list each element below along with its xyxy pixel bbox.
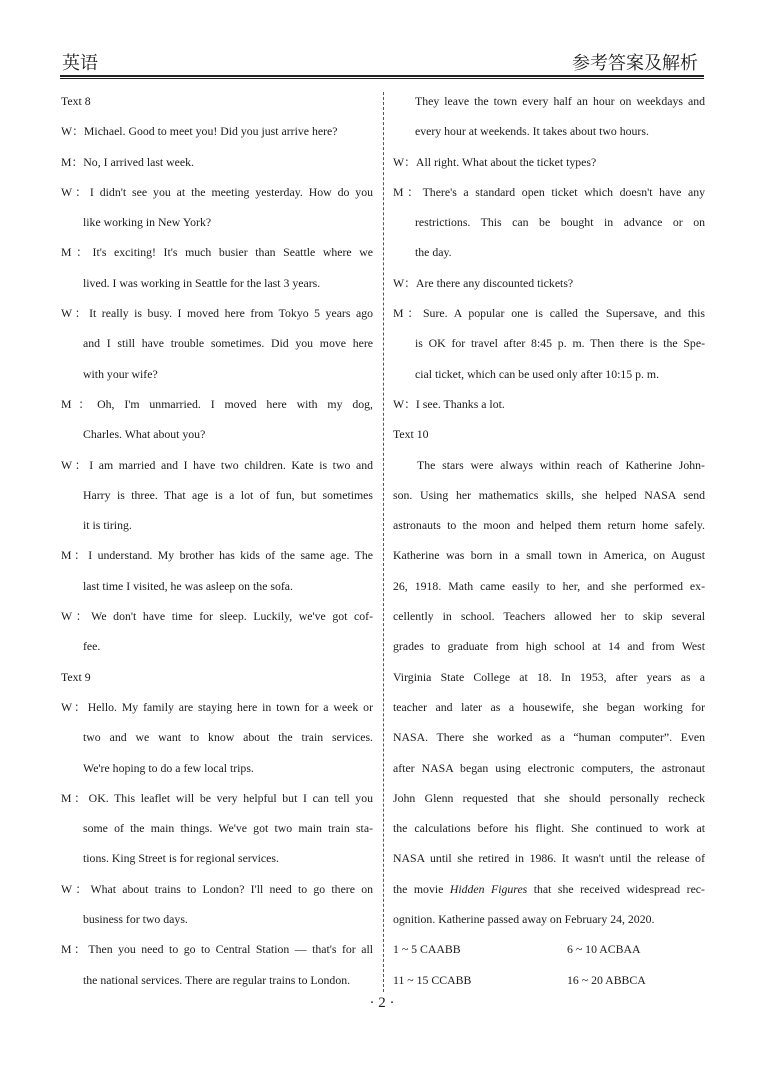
page-header bbox=[0, 0, 764, 80]
text-line: M：I understand. My brother has kids of the same age. The bbox=[61, 548, 373, 563]
page-number: · 2 · bbox=[369, 995, 395, 1011]
right-column bbox=[393, 86, 705, 995]
text-line: teacher and later as a housewife, she began working for bbox=[393, 699, 705, 714]
text-line: NASA. There she worked as a “human computer”. Even bbox=[393, 730, 705, 745]
text-line: The stars were always within reach of Katherine John- bbox=[417, 457, 705, 472]
text-line: W：Michael. Good to meet you! Did you just arrive here? bbox=[61, 124, 338, 139]
text-line: W：It really is busy. I moved here from Tokyo 5 years ago bbox=[61, 306, 373, 321]
text-line: restrictions. This can be bought in advance or on bbox=[415, 215, 705, 230]
text-line: lived. I was working in Seattle for the last 3 years. bbox=[83, 275, 321, 290]
answer-row-1 bbox=[393, 934, 705, 964]
text-line: NASA until she retired in 1986. It wasn't until the release of bbox=[393, 851, 705, 866]
text-line: the calculations before his flight. She continued to work at bbox=[393, 821, 705, 836]
text-line: We're hoping to do a few local trips. bbox=[83, 760, 254, 775]
text-line: W：I didn't see you at the meeting yesterday. How do you bbox=[61, 184, 373, 199]
text-heading: Text 9 bbox=[61, 669, 91, 684]
text-line: John Glenn requested that she should personally recheck bbox=[393, 790, 705, 805]
text-line: is OK for travel after 8:45 p. m. Then there is the Spe- bbox=[415, 336, 705, 351]
text-line: W：What about trains to London? I'll need to go there on bbox=[61, 881, 373, 896]
text-line: Virginia State College at 18. In 1953, after years as a bbox=[393, 669, 705, 684]
right-column-lines bbox=[393, 86, 705, 874]
answer-range-6-10: 6 ~ 10 ACBAA bbox=[567, 942, 641, 957]
movie-before: the movie bbox=[393, 881, 450, 896]
text-line: Charles. What about you? bbox=[83, 427, 206, 442]
text-line: son. Using her mathematics skills, she helped NASA send bbox=[393, 487, 705, 502]
text-line: W：I am married and I have two children. Kate is two and bbox=[61, 457, 373, 472]
text-line: 26, 1918. Math came easily to her, and she performed ex- bbox=[393, 578, 705, 593]
text-line: cial ticket, which can be used only after 10:15 p. m. bbox=[415, 366, 660, 381]
text-line: grades to graduate from high school at 14 and from West bbox=[393, 639, 705, 654]
text-heading: Text 8 bbox=[61, 94, 91, 108]
text-line: Katherine was born in a small town in America, on August bbox=[393, 548, 705, 563]
text-line: W：All right. What about the ticket types? bbox=[393, 154, 597, 169]
text-line: cellently in school. Teachers allowed her to skip several bbox=[393, 609, 705, 624]
text-line: M：No, I arrived last week. bbox=[61, 154, 195, 169]
text-line: the national services. There are regular trains to London. bbox=[83, 972, 351, 987]
text-line: business for two days. bbox=[83, 912, 188, 927]
movie-title: Hidden Figures bbox=[449, 881, 528, 896]
body-line-last: ognition. Katherine passed away on February 24, 2020. bbox=[393, 912, 655, 927]
text-line: two and we want to know about the train services. bbox=[83, 730, 373, 745]
text-line: it is tiring. bbox=[83, 518, 132, 533]
text-line: M：There's a standard open ticket which doesn't have any bbox=[393, 184, 705, 199]
text-line: W：I see. Thanks a lot. bbox=[393, 396, 505, 411]
text-line: some of the main things. We've got two main train sta- bbox=[83, 821, 373, 836]
header-rule-thick bbox=[60, 75, 704, 77]
text-line: the day. bbox=[415, 245, 452, 260]
text-line: W：Hello. My family are staying here in town for a week or bbox=[61, 699, 373, 714]
left-column bbox=[61, 86, 373, 995]
header-rule-thin bbox=[60, 78, 704, 79]
text-line: tions. King Street is for regional services. bbox=[83, 851, 279, 866]
text-line: W：We don't have time for sleep. Luckily, we've got cof- bbox=[61, 609, 373, 624]
text-line: M：It's exciting! It's much busier than Seattle where we bbox=[61, 245, 373, 260]
text-line: M：Then you need to go to Central Station — that's for all bbox=[61, 942, 373, 957]
text-line: M：Sure. A popular one is called the Supersave, and this bbox=[393, 306, 705, 321]
text-line: after NASA began using electronic computers, the astronaut bbox=[393, 760, 705, 775]
text-line: last time I visited, he was asleep on the sofa. bbox=[83, 578, 293, 593]
text-line: like working in New York? bbox=[83, 215, 212, 230]
column-divider bbox=[383, 92, 384, 992]
text-line: M：Oh, I'm unmarried. I moved here with my dog, bbox=[61, 396, 373, 411]
text-line: astronauts to the moon and helped them return home safely. bbox=[393, 518, 705, 533]
answer-range-1-5: 1 ~ 5 CAABB bbox=[393, 942, 461, 957]
text-heading: Text 10 bbox=[393, 427, 429, 442]
answer-range-11-15: 11 ~ 15 CCABB bbox=[393, 972, 472, 987]
text-line: every hour at weekends. It takes about two hours. bbox=[415, 124, 649, 139]
section-title: 参考答案及解析 bbox=[572, 53, 698, 74]
text-line: Harry is three. That age is a lot of fun, but sometimes bbox=[83, 487, 373, 502]
movie-after: that she received widespread rec- bbox=[527, 881, 705, 896]
text-line: and I still have trouble sometimes. Did you move here bbox=[83, 336, 373, 351]
text-line: W：Are there any discounted tickets? bbox=[393, 275, 574, 290]
text-line: fee. bbox=[83, 639, 101, 654]
body-line-movie bbox=[393, 874, 705, 904]
answer-row-2 bbox=[393, 965, 705, 995]
text-line: M：OK. This leaflet will be very helpful but I can tell you bbox=[61, 790, 373, 805]
answer-range-16-20: 16 ~ 20 ABBCA bbox=[567, 972, 646, 987]
subject-title: 英语 bbox=[62, 53, 98, 74]
text-line: They leave the town every half an hour on weekdays and bbox=[415, 94, 705, 108]
text-line: with your wife? bbox=[83, 366, 158, 381]
